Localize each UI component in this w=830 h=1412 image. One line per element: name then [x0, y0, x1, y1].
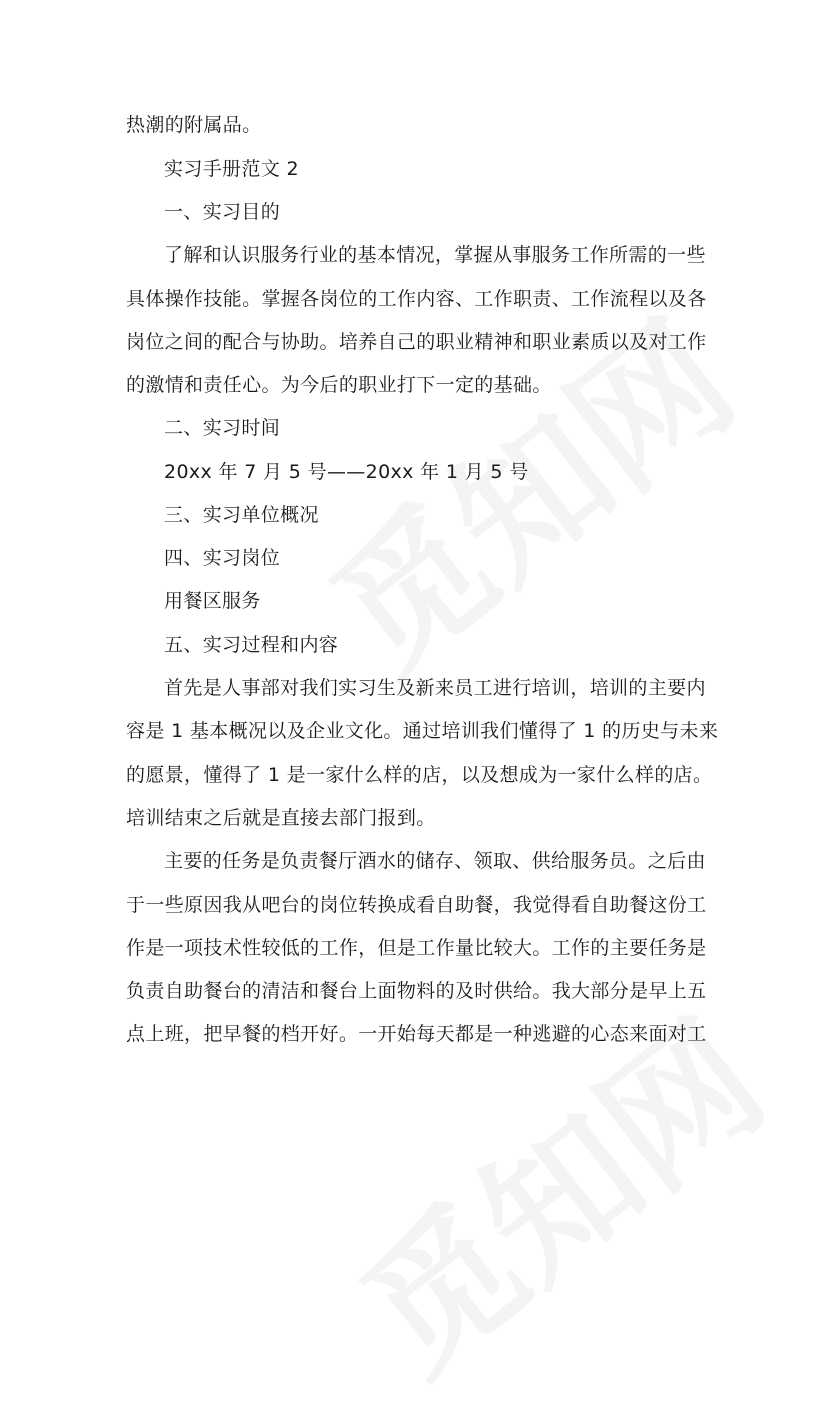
heading-position: 四、实习岗位: [164, 547, 281, 569]
heading-company: 三、实习单位概况: [164, 504, 319, 526]
heading-purpose: 一、实习目的: [164, 201, 281, 223]
paragraph-line: 于一些原因我从吧台的岗位转换成看自助餐，我觉得看自助餐这份工: [126, 894, 707, 916]
paragraph-line: 点上班，把早餐的档开好。一开始每天都是一种逃避的心态来面对工: [126, 1023, 707, 1045]
paragraph-line: 培训结束之后就是直接去部门报到。: [126, 807, 436, 829]
paragraph-line: 了解和认识服务行业的基本情况，掌握从事服务工作所需的一些: [164, 244, 706, 266]
paragraph-line: 容是 1 基本概况以及企业文化。通过培训我们懂得了 1 的历史与未来: [126, 720, 719, 742]
position-name: 用餐区服务: [164, 590, 261, 612]
paragraph-line: 的愿景，懂得了 1 是一家什么样的店，以及想成为一家什么样的店。: [126, 764, 713, 786]
paragraph-line: 主要的任务是负责餐厅酒水的储存、领取、供给服务员。之后由: [164, 850, 706, 872]
internship-period: 20xx 年 7 月 5 号——20xx 年 1 月 5 号: [164, 461, 529, 483]
paragraph-line: 具体操作技能。掌握各岗位的工作内容、工作职责、工作流程以及各: [126, 288, 707, 310]
paragraph-line: 作是一项技术性较低的工作，但是工作量比较大。工作的主要任务是: [126, 937, 707, 959]
paragraph-line: 的激情和责任心。为今后的职业打下一定的基础。: [126, 374, 552, 396]
heading-time: 二、实习时间: [164, 417, 281, 439]
paragraph-line: 首先是人事部对我们实习生及新来员工进行培训，培训的主要内: [164, 677, 706, 699]
section-title: 实习手册范文 2: [164, 158, 299, 180]
paragraph-line: 负责自助餐台的清洁和餐台上面物料的及时供给。我大部分是早上五: [126, 980, 707, 1002]
paragraph-line: 岗位之间的配合与协助。培养自己的职业精神和职业素质以及对工作: [126, 331, 707, 353]
heading-process: 五、实习过程和内容: [164, 634, 339, 656]
paragraph-line: 热潮的附属品。: [126, 114, 262, 136]
